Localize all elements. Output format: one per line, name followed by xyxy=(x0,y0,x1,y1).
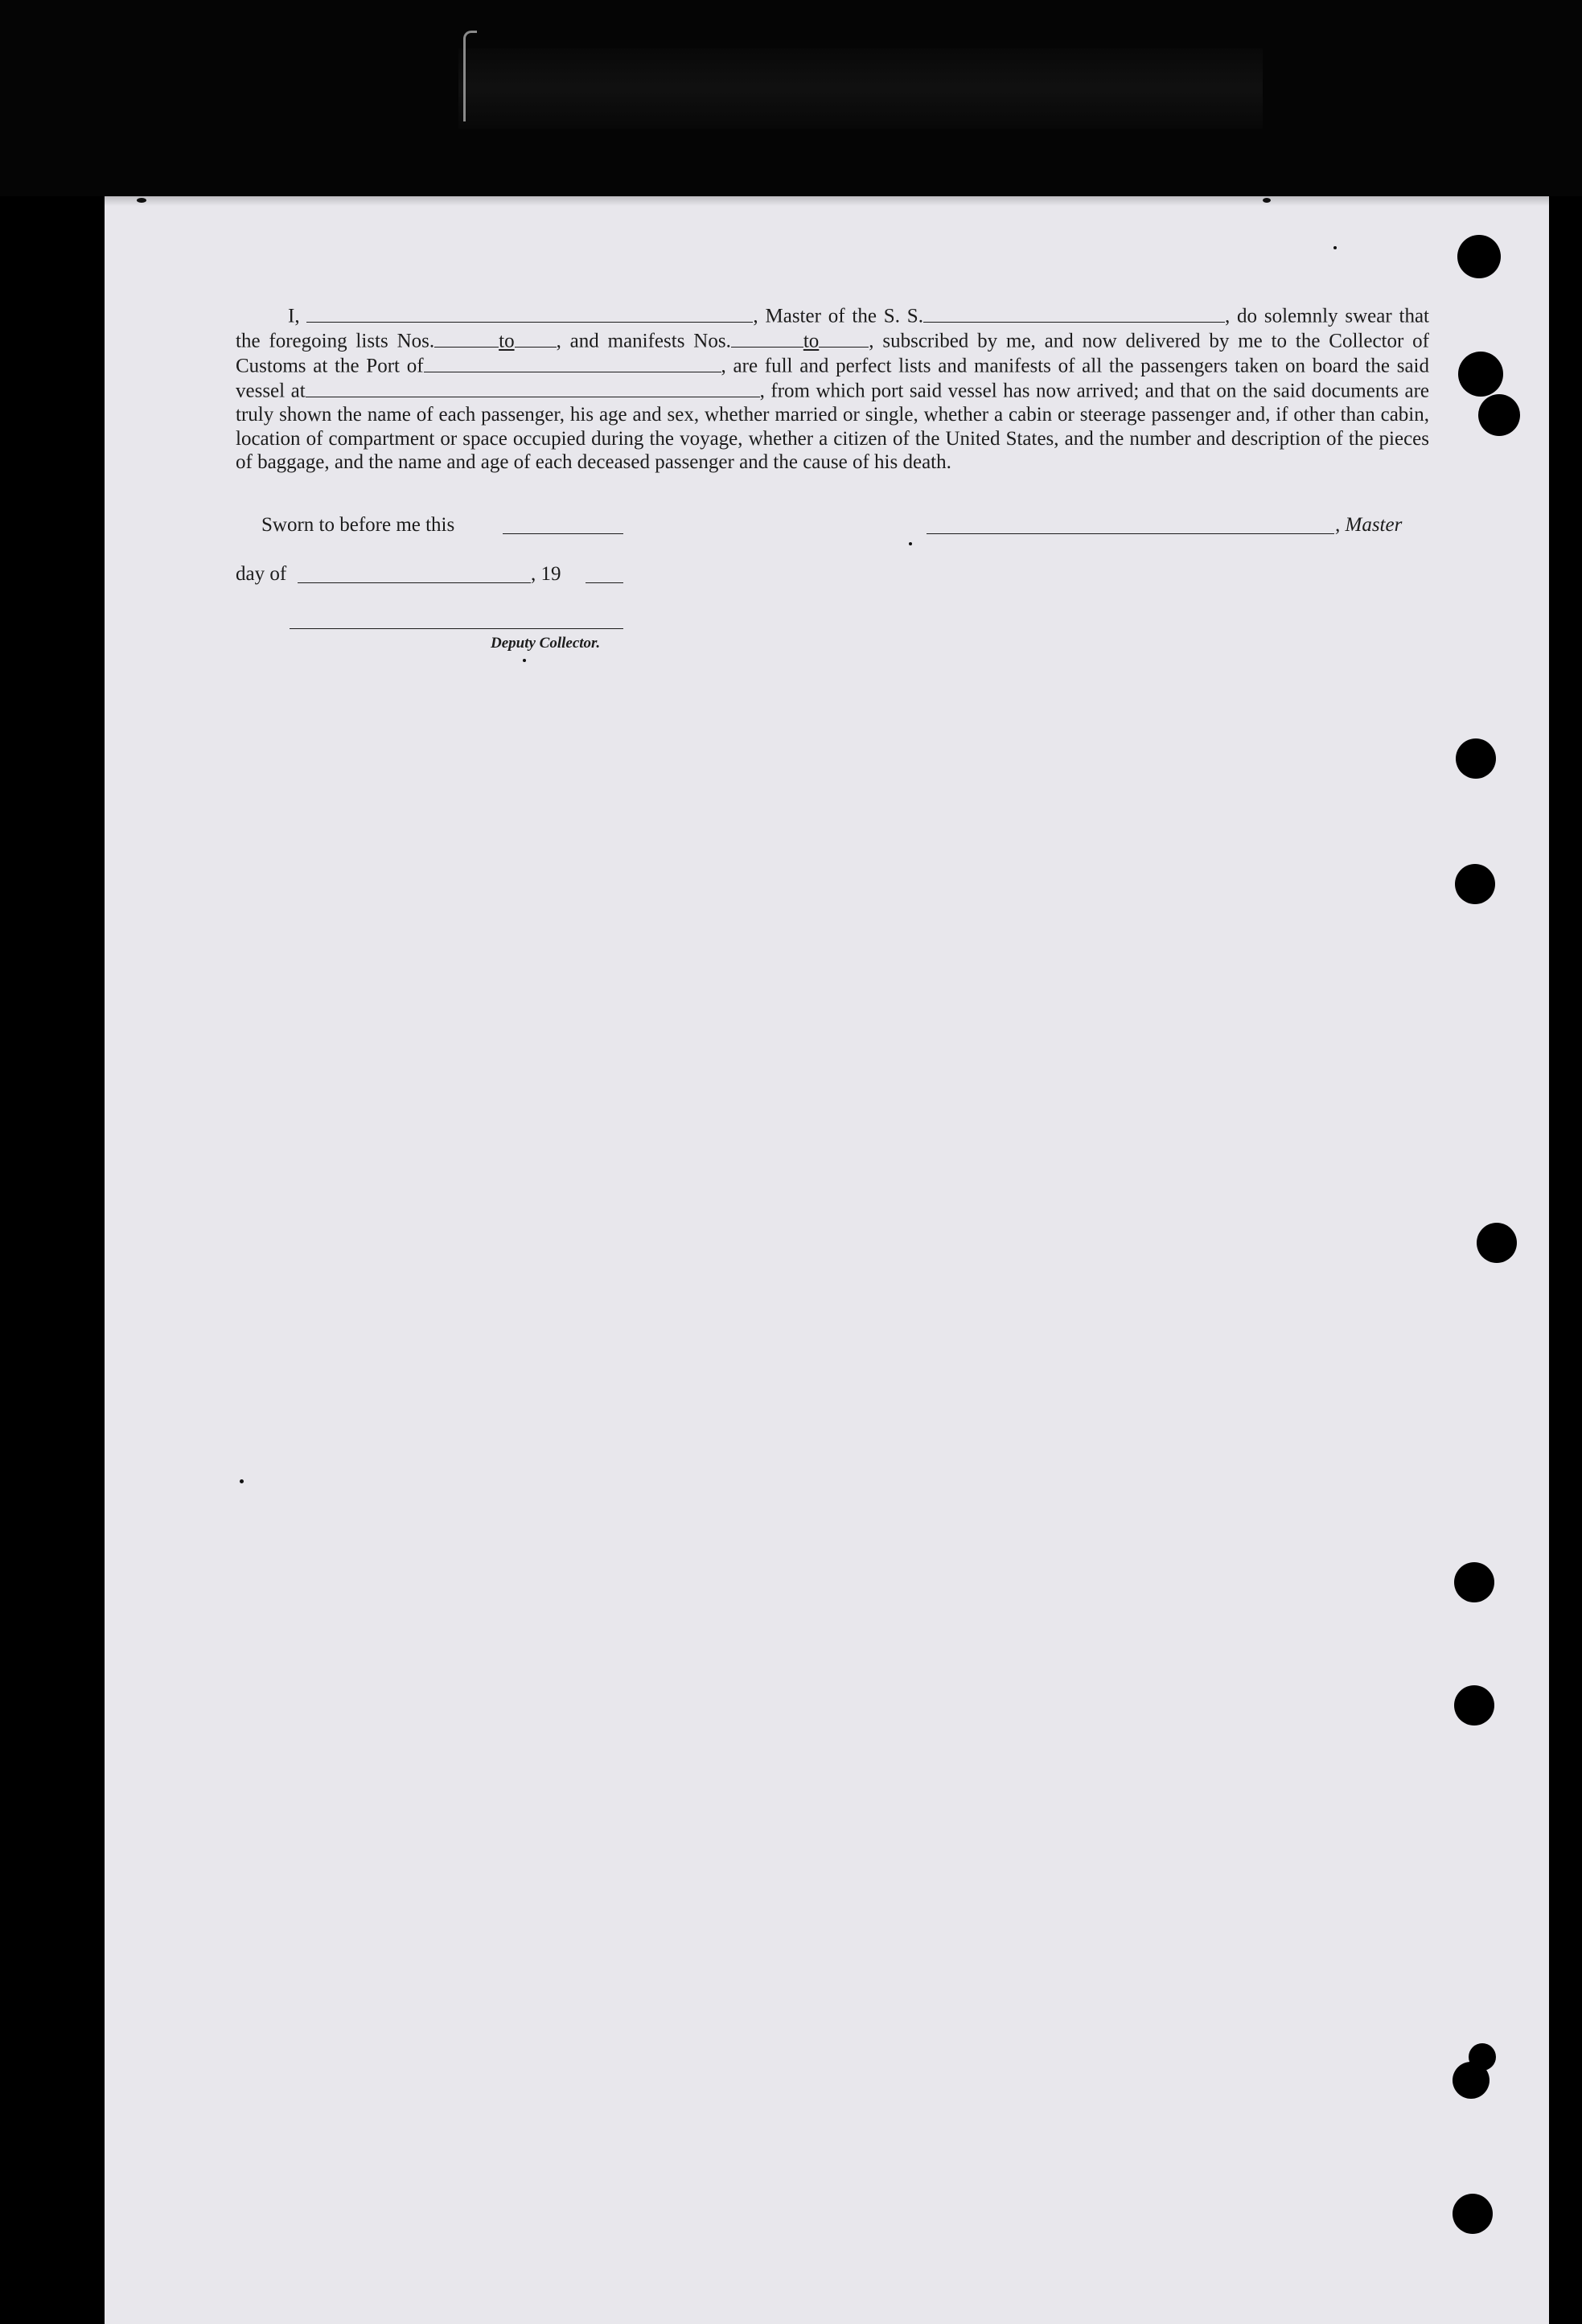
sworn-date-blank xyxy=(503,533,623,534)
master-signature-line xyxy=(927,533,1334,534)
oath-text: , are full and perfect lists and manifests of all the passengers taken on board the said vessel at xyxy=(236,355,1429,402)
departure-port-blank xyxy=(306,378,760,397)
oath-text: I, xyxy=(288,305,300,327)
oath-text: to xyxy=(499,330,515,352)
oath-text: , subscribed by me, and now delivered by me to the Collector of Customs at the Port of xyxy=(236,330,1429,377)
day-of-label: day of xyxy=(236,563,287,585)
year-blank xyxy=(586,582,623,583)
punch-hole xyxy=(1458,352,1503,397)
punch-hole xyxy=(1455,864,1495,904)
deputy-collector-label: Deputy Collector. xyxy=(491,635,601,652)
page-top-shadow xyxy=(105,196,1549,206)
punch-hole xyxy=(1457,235,1501,278)
list-from-blank xyxy=(434,328,499,348)
scan-speck xyxy=(1333,246,1337,249)
punch-hole xyxy=(1453,2194,1493,2234)
punch-hole xyxy=(1456,738,1496,779)
punch-hole xyxy=(1454,1685,1494,1726)
master-label: , Master xyxy=(1335,514,1403,536)
manifest-from-blank xyxy=(731,328,803,348)
vessel-name-blank xyxy=(923,303,1225,323)
previous-page-shadow xyxy=(458,48,1263,129)
oath-text: , Master of the S. S. xyxy=(753,305,923,327)
scan-speck xyxy=(523,659,526,662)
punch-hole xyxy=(1477,1223,1517,1263)
scan-speck xyxy=(240,1479,244,1483)
port-blank xyxy=(424,353,721,372)
punch-hole xyxy=(1454,1562,1494,1602)
day-of-blank xyxy=(298,582,531,583)
list-to-blank xyxy=(515,328,557,348)
master-name-blank xyxy=(306,303,753,323)
scan-speck xyxy=(909,542,912,545)
year-label: , 19 xyxy=(531,563,561,585)
punch-hole xyxy=(1469,2043,1496,2071)
oath-paragraph xyxy=(236,303,1429,475)
manifest-to-blank xyxy=(819,328,869,348)
deputy-collector-line xyxy=(290,628,623,629)
scan-bracket-mark xyxy=(463,31,477,121)
oath-text: to xyxy=(803,330,820,352)
document-page xyxy=(105,196,1549,2324)
oath-text: , and manifests Nos. xyxy=(556,330,731,352)
oath-text: , do solemnly swear that the foregoing lists Nos. xyxy=(236,305,1429,352)
sworn-label: Sworn to before me this xyxy=(261,514,455,536)
oath-text: , from which port said vessel has now arrived; and that on the said documents are truly shown the name of each passenger, his age and sex, whether married or single, whether a cabin or steerage passenger and, if other than cabin, location of compartment or space occupied during the voyage, whether a citizen of the United States, and the number and description of the pieces of baggage, and the name and age of each deceased passenger and the cause of his death. xyxy=(236,380,1430,473)
punch-hole xyxy=(1478,394,1520,436)
